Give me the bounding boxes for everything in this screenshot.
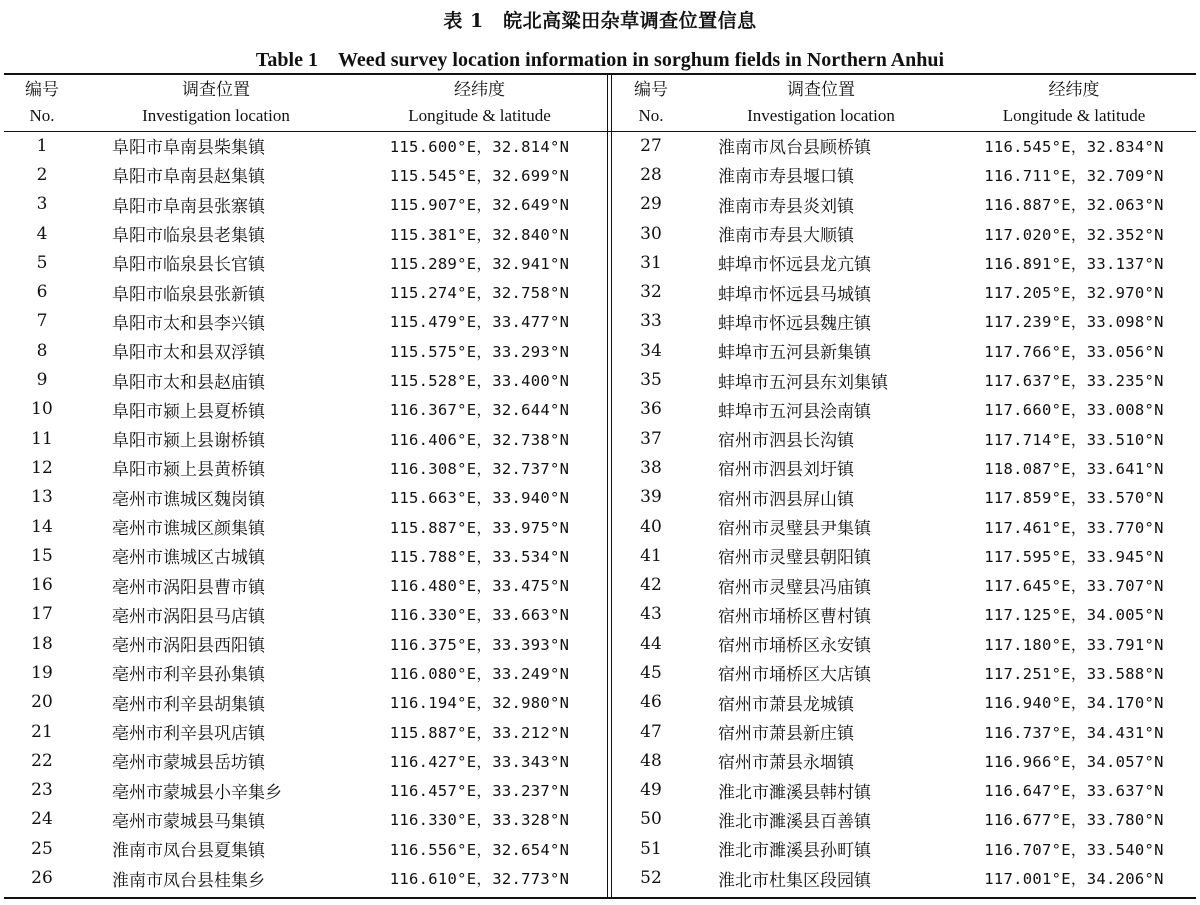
cell-no: 2 (36, 164, 48, 185)
table-row (612, 512, 1196, 541)
cell-location: 阜阳市阜南县赵集镇 (112, 167, 265, 188)
cell-coordinates: 117.595°E，33.945°N (984, 547, 1164, 566)
cell-coordinates: 115.274°E，32.758°N (389, 284, 570, 303)
cell-location: 阜阳市颍上县谢桥镇 (112, 431, 265, 452)
cell-location: 阜阳市阜南县张寨镇 (112, 196, 265, 217)
cell-no: 52 (640, 868, 662, 889)
cell-no: 39 (640, 487, 662, 508)
cell-coordinates: 116.330°E，33.328°N (389, 811, 570, 830)
cell-location: 阜阳市太和县李兴镇 (112, 313, 265, 334)
cell-no: 12 (31, 457, 53, 478)
cell-no: 43 (640, 604, 662, 625)
cell-coordinates: 117.001°E，34.206°N (984, 870, 1164, 889)
cell-no: 19 (31, 662, 53, 683)
cell-coordinates: 115.788°E，33.534°N (389, 547, 570, 566)
header-coordinates-cn: 经纬度 (454, 80, 505, 100)
header-no (4, 75, 80, 131)
header-location-cn: 调查位置 (182, 80, 250, 100)
cell-no: 8 (36, 340, 48, 361)
cell-no: 27 (640, 135, 662, 156)
table-row (4, 658, 607, 687)
cell-no: 34 (640, 340, 662, 361)
table-row (4, 541, 607, 570)
cell-no: 45 (640, 662, 662, 683)
cell-no: 26 (31, 868, 53, 889)
table-row (4, 834, 607, 863)
cell-location: 蚌埠市怀远县马城镇 (718, 284, 871, 305)
cell-location: 淮北市濉溪县韩村镇 (718, 782, 871, 803)
table-row (612, 746, 1196, 775)
table-row (4, 805, 607, 834)
cell-no: 15 (31, 545, 53, 566)
cell-location: 淮南市凤台县桂集乡 (112, 870, 265, 891)
cell-location: 阜阳市临泉县张新镇 (112, 284, 265, 305)
cell-location: 亳州市蒙城县小辛集乡 (112, 782, 282, 803)
cell-no: 17 (31, 604, 53, 625)
cell-coordinates: 116.966°E，34.057°N (984, 752, 1164, 771)
cell-location: 蚌埠市怀远县魏庄镇 (718, 313, 871, 334)
cell-location: 淮南市寿县堰口镇 (718, 167, 854, 188)
cell-no: 40 (640, 516, 662, 537)
header-no-en: No. (29, 106, 55, 125)
table-row (4, 453, 607, 482)
table-row (4, 512, 607, 541)
table-row (612, 629, 1196, 658)
cell-no: 31 (640, 252, 662, 273)
cell-no: 49 (640, 780, 662, 801)
cell-coordinates: 116.457°E，33.237°N (389, 782, 570, 801)
cell-coordinates: 117.180°E，33.791°N (984, 635, 1164, 654)
cell-location: 亳州市涡阳县西阳镇 (112, 636, 265, 657)
cell-location: 亳州市利辛县胡集镇 (112, 694, 265, 715)
table-right-half (612, 75, 1196, 893)
cell-location: 亳州市涡阳县曹市镇 (112, 577, 265, 598)
header-location (80, 75, 352, 131)
cell-coordinates: 117.859°E，33.570°N (984, 489, 1164, 508)
cell-location: 阜阳市临泉县老集镇 (112, 226, 265, 247)
cell-location: 蚌埠市五河县浍南镇 (718, 401, 871, 422)
cell-no: 30 (640, 223, 662, 244)
cell-coordinates: 116.545°E，32.834°N (984, 137, 1164, 156)
cell-no: 33 (640, 311, 662, 332)
cell-coordinates: 115.528°E，33.400°N (389, 372, 570, 391)
cell-coordinates: 117.239°E，33.098°N (984, 313, 1164, 332)
table-row (4, 160, 607, 189)
table-header (612, 75, 1196, 131)
cell-location: 淮南市凤台县顾桥镇 (718, 138, 871, 159)
table-row (4, 190, 607, 219)
cell-coordinates: 117.251°E，33.588°N (984, 664, 1164, 683)
cell-coordinates: 117.205°E，32.970°N (984, 284, 1164, 303)
table-header (4, 75, 607, 131)
cell-no: 4 (36, 223, 48, 244)
table-row (612, 776, 1196, 805)
cell-coordinates: 117.714°E，33.510°N (984, 430, 1164, 449)
cell-coordinates: 117.637°E，33.235°N (984, 372, 1164, 391)
cell-no: 21 (31, 721, 53, 742)
cell-location: 宿州市灵璧县尹集镇 (718, 519, 871, 539)
cell-coordinates: 116.194°E，32.980°N (389, 694, 570, 713)
cell-location: 宿州市泗县刘圩镇 (718, 460, 854, 481)
table-row (4, 277, 607, 306)
cell-location: 阜阳市阜南县柴集镇 (112, 138, 265, 159)
cell-coordinates: 117.020°E，32.352°N (984, 225, 1164, 244)
cell-no: 28 (640, 164, 662, 185)
cell-location: 亳州市涡阳县马店镇 (112, 606, 265, 627)
cell-location: 宿州市埇桥区曹村镇 (718, 606, 871, 627)
header-location-cn: 调查位置 (787, 80, 855, 100)
cell-no: 50 (640, 809, 662, 830)
cell-location: 亳州市谯城区古城镇 (112, 548, 265, 569)
table-row (4, 483, 607, 512)
cell-no: 22 (31, 750, 53, 771)
header-location-en: Investigation location (142, 106, 290, 125)
header-coordinates (952, 75, 1196, 131)
cell-location: 淮南市凤台县夏集镇 (112, 841, 265, 862)
table-row (4, 365, 607, 394)
cell-location: 亳州市蒙城县岳坊镇 (112, 753, 265, 774)
cell-coordinates: 116.367°E，32.644°N (389, 401, 570, 420)
cell-no: 37 (640, 428, 662, 449)
table-row (4, 570, 607, 599)
cell-location: 淮北市濉溪县孙町镇 (718, 841, 871, 862)
table-row (4, 336, 607, 365)
cell-no: 13 (31, 487, 53, 508)
cell-coordinates: 116.427°E，33.343°N (389, 752, 570, 771)
cell-coordinates: 116.330°E，33.663°N (389, 606, 570, 625)
table-title-en: Table 1 Weed survey location information in sorghum fields in Northern Anhui (255, 49, 945, 71)
cell-location: 阜阳市太和县赵庙镇 (112, 372, 265, 393)
table-row (612, 483, 1196, 512)
table-row (612, 336, 1196, 365)
cell-coordinates: 116.406°E，32.738°N (389, 430, 570, 449)
table-row (4, 746, 607, 775)
table-row (612, 863, 1196, 892)
table-row (4, 688, 607, 717)
table-left-half (4, 75, 607, 893)
table-row (612, 834, 1196, 863)
cell-coordinates: 116.080°E，33.249°N (389, 664, 570, 683)
cell-coordinates: 115.381°E，32.840°N (389, 225, 570, 244)
cell-no: 46 (640, 692, 662, 713)
cell-coordinates: 115.575°E，33.293°N (389, 342, 570, 361)
cell-coordinates: 116.737°E，34.431°N (984, 723, 1164, 742)
cell-no: 29 (640, 194, 662, 215)
cell-no: 41 (640, 545, 662, 566)
cell-location: 亳州市利辛县巩店镇 (112, 724, 265, 745)
header-coordinates-en: Longitude & latitude (1002, 106, 1146, 125)
cell-no: 42 (640, 575, 662, 596)
cell-location: 淮北市濉溪县百善镇 (718, 811, 871, 832)
cell-coordinates: 117.660°E，33.008°N (984, 401, 1164, 420)
cell-coordinates: 115.479°E，33.477°N (389, 313, 570, 332)
cell-location: 亳州市蒙城县马集镇 (112, 811, 265, 832)
table-row (612, 131, 1196, 160)
table-row (612, 600, 1196, 629)
table-row (612, 395, 1196, 424)
table-row (612, 453, 1196, 482)
table-row (612, 160, 1196, 189)
table-row (4, 131, 607, 160)
cell-location: 淮南市寿县大顺镇 (718, 226, 854, 247)
cell-no: 16 (31, 575, 53, 596)
header-no-cn: 编号 (634, 80, 668, 100)
cell-no: 20 (31, 692, 53, 713)
table-row (4, 629, 607, 658)
cell-location: 蚌埠市怀远县龙亢镇 (718, 255, 871, 276)
table-row (612, 717, 1196, 746)
table-row (4, 219, 607, 248)
header-coordinates-cn: 经纬度 (1048, 80, 1100, 100)
cell-coordinates: 115.663°E，33.940°N (389, 489, 570, 508)
cell-location: 亳州市谯城区颜集镇 (112, 519, 265, 539)
table-row (612, 307, 1196, 336)
cell-no: 7 (36, 311, 48, 332)
cell-location: 宿州市灵璧县朝阳镇 (718, 548, 871, 569)
table-row (4, 776, 607, 805)
cell-no: 23 (31, 780, 53, 801)
cell-no: 51 (640, 838, 662, 859)
cell-location: 宿州市萧县新庄镇 (718, 724, 854, 745)
cell-no: 10 (31, 399, 53, 420)
header-no (612, 75, 690, 131)
table-body-left (4, 131, 607, 893)
header-no-cn: 编号 (25, 80, 59, 100)
cell-coordinates: 116.887°E，32.063°N (984, 196, 1164, 215)
cell-location: 淮北市杜集区段园镇 (718, 870, 871, 891)
cell-no: 5 (36, 252, 48, 273)
cell-coordinates: 117.125°E，34.005°N (984, 606, 1164, 625)
cell-location: 宿州市泗县长沟镇 (718, 431, 854, 452)
table-row (4, 424, 607, 453)
cell-coordinates: 115.887°E，33.212°N (389, 723, 570, 742)
table-row (612, 248, 1196, 277)
table-row (612, 570, 1196, 599)
cell-no: 44 (640, 633, 662, 654)
cell-location: 宿州市灵璧县冯庙镇 (718, 577, 871, 598)
cell-location: 宿州市萧县龙城镇 (718, 694, 854, 715)
cell-location: 阜阳市临泉县长官镇 (112, 255, 265, 276)
cell-coordinates: 115.600°E，32.814°N (389, 137, 570, 156)
cell-no: 1 (36, 135, 48, 156)
cell-location: 阜阳市颍上县黄桥镇 (112, 460, 265, 481)
cell-location: 淮南市寿县炎刘镇 (718, 196, 854, 217)
cell-no: 48 (640, 750, 662, 771)
cell-no: 9 (36, 370, 48, 391)
cell-coordinates: 117.766°E，33.056°N (984, 342, 1164, 361)
table-row (4, 600, 607, 629)
cell-coordinates: 116.711°E，32.709°N (984, 166, 1164, 185)
table-row (4, 307, 607, 336)
cell-coordinates: 116.610°E，32.773°N (389, 870, 570, 889)
cell-coordinates: 115.289°E，32.941°N (389, 254, 570, 273)
table-row (4, 717, 607, 746)
table-title-cn: 表 1 皖北高粱田杂草调查位置信息 (443, 10, 757, 32)
table-row (612, 688, 1196, 717)
cell-coordinates: 116.677°E，33.780°N (984, 811, 1164, 830)
table-row (4, 863, 607, 892)
cell-coordinates: 116.480°E，33.475°N (389, 577, 570, 596)
cell-no: 25 (31, 838, 53, 859)
header-coordinates (352, 75, 607, 131)
cell-no: 47 (640, 721, 662, 742)
cell-no: 11 (31, 428, 53, 449)
table-row (612, 805, 1196, 834)
cell-location: 亳州市谯城区魏岗镇 (112, 489, 265, 510)
cell-no: 32 (640, 282, 662, 303)
cell-coordinates: 116.940°E，34.170°N (984, 694, 1164, 713)
cell-coordinates: 115.545°E，32.699°N (389, 166, 570, 185)
table-row (612, 219, 1196, 248)
cell-coordinates: 118.087°E，33.641°N (984, 459, 1164, 478)
cell-no: 24 (31, 809, 53, 830)
cell-coordinates: 117.645°E，33.707°N (984, 577, 1164, 596)
cell-no: 14 (31, 516, 53, 537)
cell-no: 35 (640, 370, 662, 391)
cell-coordinates: 116.556°E，32.654°N (389, 840, 570, 859)
table-row (612, 190, 1196, 219)
cell-location: 宿州市埇桥区永安镇 (718, 636, 871, 657)
cell-no: 38 (640, 457, 662, 478)
table-body-right (612, 131, 1196, 893)
cell-no: 6 (36, 282, 48, 303)
table-row (612, 277, 1196, 306)
cell-location: 宿州市萧县永堌镇 (718, 753, 854, 774)
cell-location: 阜阳市颍上县夏桥镇 (112, 401, 265, 422)
cell-coordinates: 117.461°E，33.770°N (984, 518, 1164, 537)
header-location (690, 75, 952, 131)
table-row (612, 658, 1196, 687)
table-row (612, 541, 1196, 570)
cell-no: 18 (31, 633, 53, 654)
table-row (612, 424, 1196, 453)
cell-location: 蚌埠市五河县新集镇 (718, 343, 871, 364)
cell-location: 亳州市利辛县孙集镇 (112, 665, 265, 686)
cell-coordinates: 116.707°E，33.540°N (984, 840, 1164, 859)
cell-location: 阜阳市太和县双浮镇 (112, 343, 265, 364)
cell-location: 宿州市泗县屏山镇 (718, 489, 854, 510)
cell-coordinates: 116.647°E，33.637°N (984, 782, 1164, 801)
cell-coordinates: 116.375°E，33.393°N (389, 635, 570, 654)
column-double-divider (607, 75, 608, 897)
table-row (4, 395, 607, 424)
cell-coordinates: 115.907°E，32.649°N (389, 196, 570, 215)
cell-coordinates: 115.887°E，33.975°N (389, 518, 570, 537)
cell-no: 36 (640, 399, 662, 420)
header-no-en: No. (638, 106, 664, 125)
cell-coordinates: 116.891°E，33.137°N (984, 254, 1164, 273)
table-row (612, 365, 1196, 394)
header-coordinates-en: Longitude & latitude (408, 106, 551, 125)
table-row (4, 248, 607, 277)
cell-coordinates: 116.308°E，32.737°N (389, 459, 570, 478)
cell-location: 蚌埠市五河县东刘集镇 (718, 372, 888, 393)
header-location-en: Investigation location (747, 106, 895, 125)
cell-no: 3 (36, 194, 48, 215)
table-bottom-rule (4, 897, 1196, 899)
cell-location: 宿州市埇桥区大店镇 (718, 665, 871, 686)
